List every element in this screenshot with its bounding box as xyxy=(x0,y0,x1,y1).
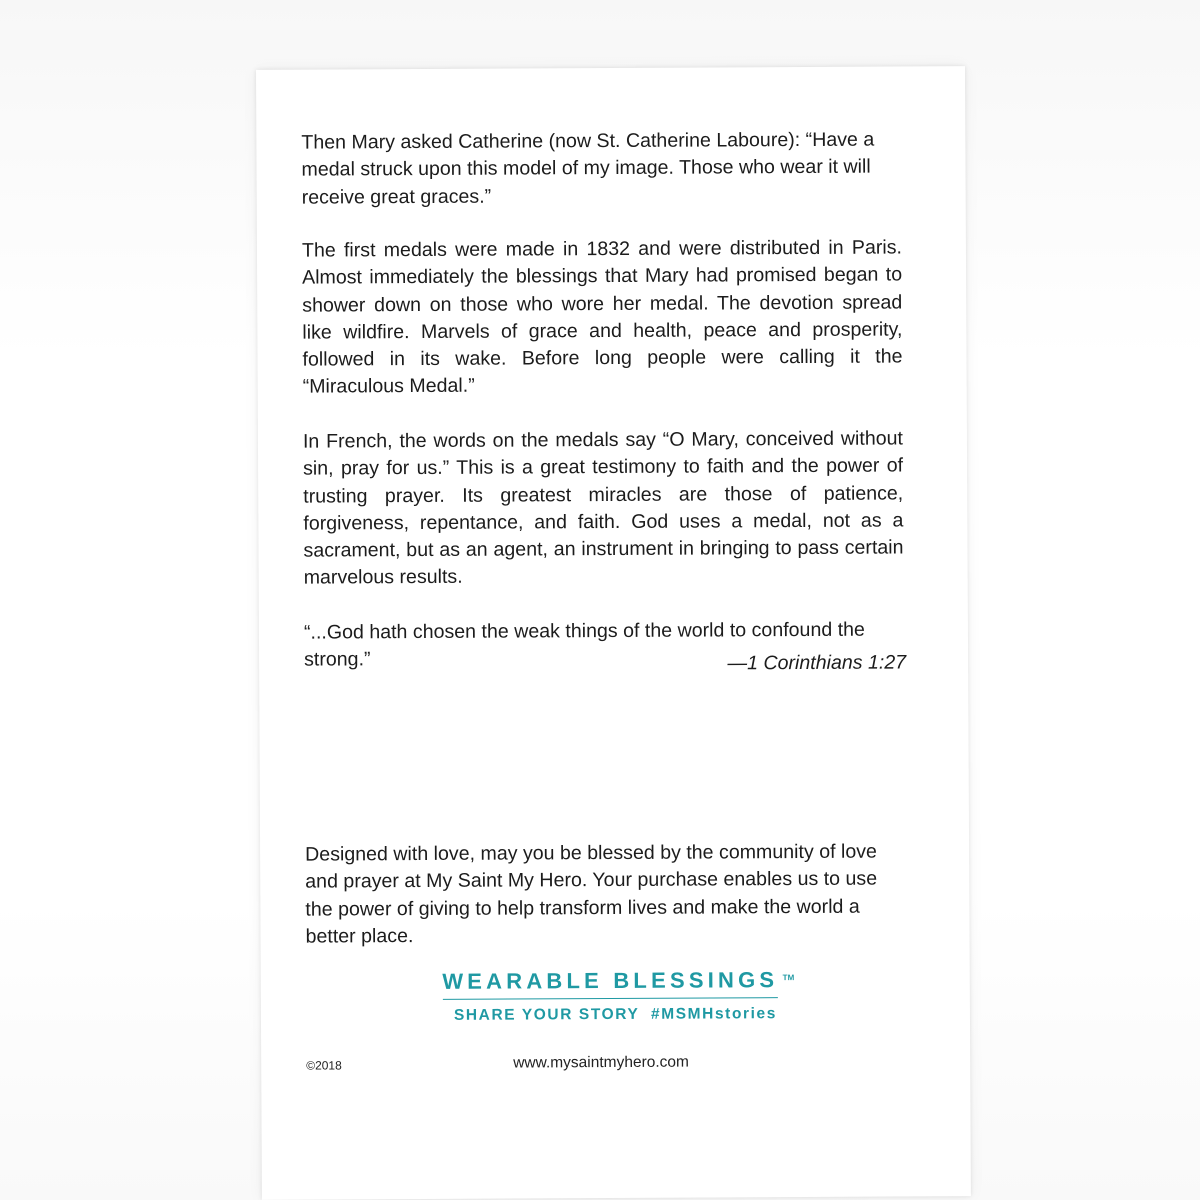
brand-title xyxy=(442,967,795,1000)
paragraph-first-medals: The first medals were made in 1832 and were distributed in Paris. Almost immediately the blessings that Mary had promised began to shower down on those who wore her medal. The devotion spread like wildfire. Marvels of grace and health, peace and prosperity, followed in its wake. Before long people were calling it the “Miraculous Medal.” xyxy=(301,236,903,399)
wearable-blessings-logo xyxy=(261,966,970,1026)
paragraph-catherine: Then Mary asked Catherine (now St. Catherine Laboure): “Have a medal struck upon this model of my image. Those who wear it will receive great graces.” xyxy=(301,128,875,209)
scripture-attribution: —1 Corinthians 1:27 xyxy=(727,651,907,675)
brand-title-text: WEARABLE BLESSINGS xyxy=(442,967,779,994)
paragraph-designed-with-love: Designed with love, may you be blessed by the community of love and prayer at My Saint My Hero. Your purchase enables us to use the power of giving to help transform lives and make the world a better place. xyxy=(305,840,878,948)
paragraph-french-words: In French, the words on the medals say “O Mary, conceived without sin, pray for us.” This is a great testimony to faith and the power of trusting prayer. Its greatest miracles are those of patience, forgiveness, repentance, and faith. God uses a medal, not as a sacrament, but as an agent, an instrument in bringing to pass certain marvelous results. xyxy=(302,427,904,590)
prayer-card-back xyxy=(256,66,971,1200)
trademark-mark: TM xyxy=(782,973,795,983)
scripture-quote: “...God hath chosen the weak things of the world to confound the strong.” xyxy=(303,618,865,671)
copyright-notice: ©2018 xyxy=(306,1058,342,1073)
brand-subtitle: SHARE YOUR STORY #MSMHstories xyxy=(453,1005,778,1024)
website-url: www.mysaintmyhero.com xyxy=(513,1053,689,1072)
